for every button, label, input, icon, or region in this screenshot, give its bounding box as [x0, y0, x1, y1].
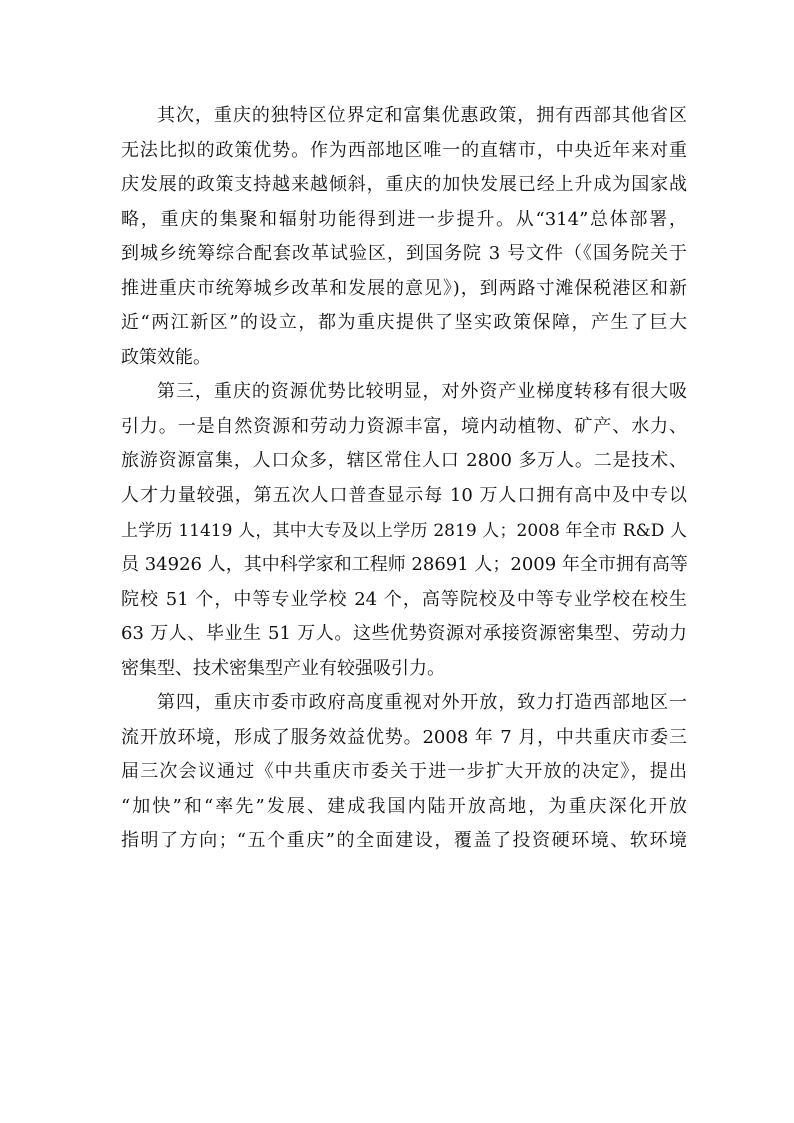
text-line: 无法比拟的政策优势。作为西部地区唯一的直辖市，中央近年来对重	[121, 139, 687, 161]
text-line: 旅游资源富集，人口众多，辖区常住人口 2800 多万人。二是技术、	[121, 450, 687, 472]
text-line: 庆发展的政策支持越来越倾斜，重庆的加快发展已经上升成为国家战	[121, 174, 687, 196]
text-line: 第四，重庆市委市政府高度重视对外开放，致力打造西部地区一	[157, 692, 687, 714]
text-line: 推进重庆市统筹城乡改革和发展的意见》)，到两路寸滩保税港区和新	[121, 277, 687, 299]
document-body	[121, 99, 687, 859]
text-line: 密集型、技术密集型产业有较强吸引力。	[121, 657, 445, 679]
text-line: 近“两江新区”的设立，都为重庆提供了坚实政策保障，产生了巨大	[121, 312, 687, 334]
text-line: 指明了方向；“五个重庆”的全面建设，覆盖了投资硬环境、软环境	[121, 830, 687, 852]
text-line: 人才力量较强，第五次人口普查显示每 10 万人口拥有高中及中专以	[121, 485, 687, 507]
text-line: 上学历 11419 人，其中大专及以上学历 2819 人；2008 年全市 R&D 人	[121, 520, 687, 541]
text-line: “加快”和“率先”发展、建成我国内陆开放高地，为重庆深化开放	[121, 795, 687, 817]
text-line: 到城乡统筹综合配套改革试验区，到国务院 3 号文件（《国务院关于	[121, 243, 687, 265]
text-line: 院校 51 个，中等专业学校 24 个，高等院校及中等专业学校在校生	[121, 588, 687, 610]
text-line: 员 34926 人，其中科学家和工程师 28691 人；2009 年全市拥有高等	[121, 554, 688, 576]
text-line: 略，重庆的集聚和辐射功能得到进一步提升。从“314”总体部署，	[121, 208, 687, 230]
text-line: 其次，重庆的独特区位界定和富集优惠政策，拥有西部其他省区	[157, 105, 687, 126]
paragraph-openness-advantage	[121, 686, 687, 859]
paragraph-policy-advantage	[121, 99, 687, 375]
text-line: 第三，重庆的资源优势比较明显，对外资产业梯度转移有很大吸	[157, 381, 687, 403]
text-line: 63 万人、毕业生 51 万人。这些优势资源对承接资源密集型、劳动力	[121, 623, 687, 645]
text-line: 政策效能。	[121, 346, 211, 368]
text-line: 流开放环境，形成了服务效益优势。2008 年 7 月，中共重庆市委三	[121, 726, 687, 748]
text-line: 届三次会议通过《中共重庆市委关于进一步扩大开放的决定》，提出	[121, 761, 687, 783]
paragraph-resource-advantage	[121, 375, 687, 686]
text-line: 引力。一是自然资源和劳动力资源丰富，境内动植物、矿产、水力、	[121, 415, 687, 437]
